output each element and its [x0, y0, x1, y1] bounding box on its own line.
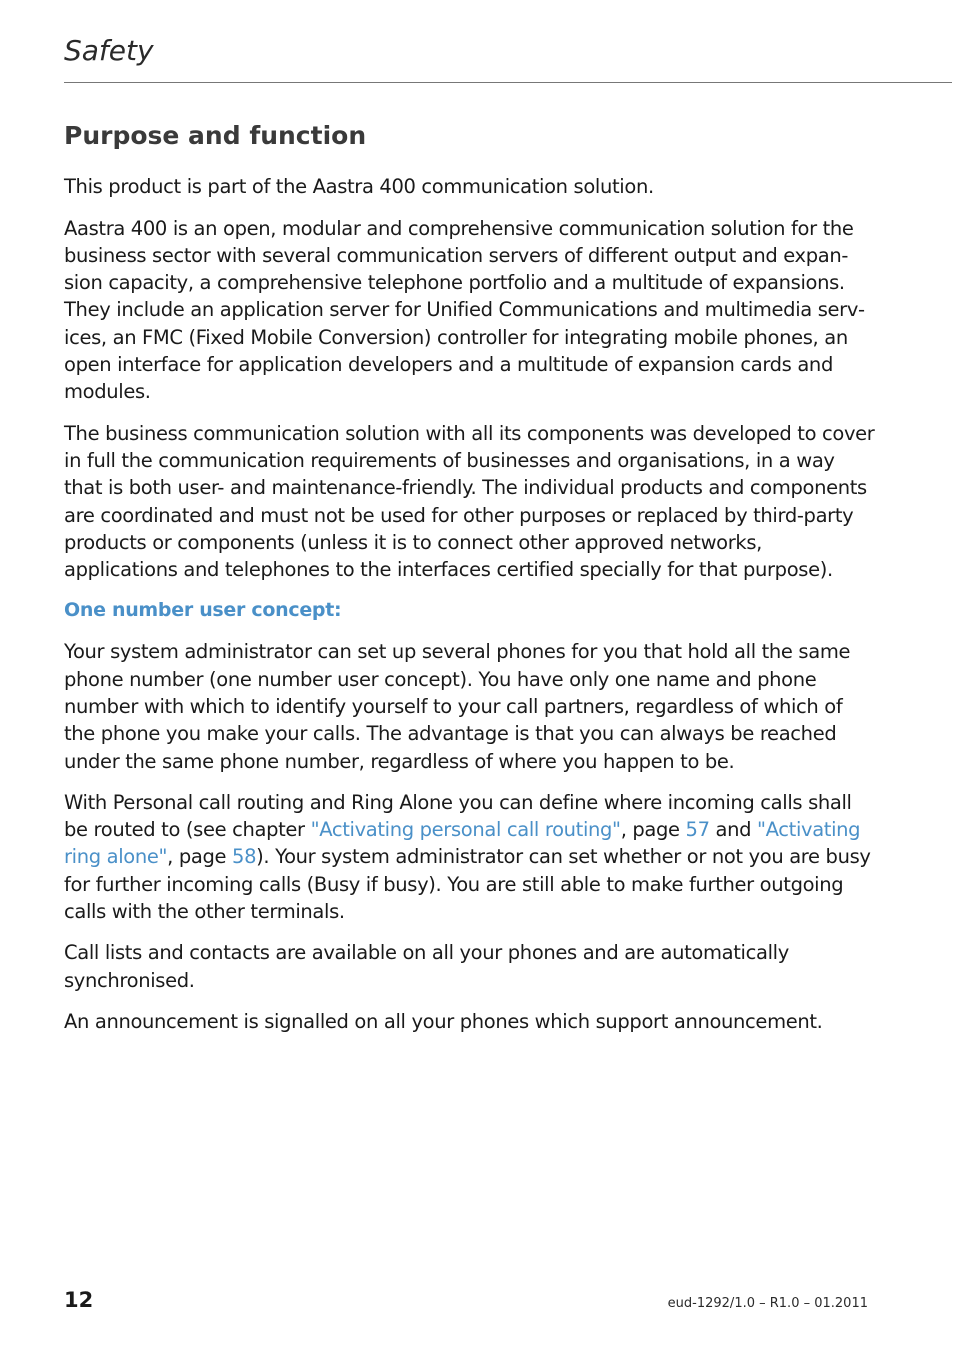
subheading-one-number: One number user concept: [64, 599, 342, 622]
link-page-58[interactable]: 58 [232, 845, 257, 869]
page-number: 12 [64, 1288, 94, 1312]
chapter-title: Safety [64, 34, 154, 67]
link-activating-personal-call-routing[interactable]: "Activating personal call routing" [310, 818, 621, 842]
paragraph-aastra-overview: Aastra 400 is an open, modular and comprehensive communication solution for the business sector with several communication servers of different output and expansion capacity, a comprehensive telephone portfolio and a multitude of expansions. They include an application server for Unified Communications and multimedia services, an FMC (Fixed Mobile Conversion) controller for integrating mobile phones, an open interface for application developers and a multitude of expansion cards and modules. [64, 216, 866, 404]
document-reference: eud-1292/1.0 – R1.0 – 01.2011 [667, 1296, 868, 1311]
paragraph-call-lists: Call lists and contacts are available on all your phones and are automatically synchronised. [64, 941, 789, 992]
link-page-57[interactable]: 57 [685, 818, 710, 842]
call-routing-text-2: , page [620, 818, 686, 842]
section-heading: Purpose and function [64, 121, 367, 150]
link-activating-ring-alone[interactable]: "Activating ring alone" [64, 818, 861, 869]
paragraph-call-routing [64, 789, 876, 925]
paragraph-intro: This product is part of the Aastra 400 communication solution. [64, 175, 654, 199]
call-routing-text-4: , page [167, 845, 233, 869]
paragraph-one-number: Your system administrator can set up several phones for you that hold all the same phone number (one number user concept). You have only one name and phone number with which to identify yourself to your call partners, regardless of which of the phone you make your calls. The advantage is that you can always be reached under the same phone number, regardless of where you happen to be. [64, 640, 851, 773]
header-divider [64, 82, 952, 83]
call-routing-text-5: ). Your system administrator can set whether or not you are busy for further incoming calls (Busy if busy). You are still able to make further outgoing calls with the other terminals. [64, 845, 871, 924]
paragraph-announcement: An announcement is signalled on all your phones which support announcement. [64, 1009, 823, 1033]
page-content [64, 120, 876, 1049]
call-routing-text-3: and [709, 818, 758, 842]
paragraph-business-solution: The business communication solution with all its components was developed to cover in full the communication requirements of businesses and organisations, in a way that is both user- and maintenance-friendly. The individual products and components are coordinated and must not be used for other purposes or replaced by third-party products or components (unless it is to connect other approved networks, applications and telephones to the interfaces certified specially for that purpose). [64, 421, 875, 582]
call-routing-text-1: With Personal call routing and Ring Alone you can define where incoming calls shall be routed to (see chapter [64, 790, 852, 842]
